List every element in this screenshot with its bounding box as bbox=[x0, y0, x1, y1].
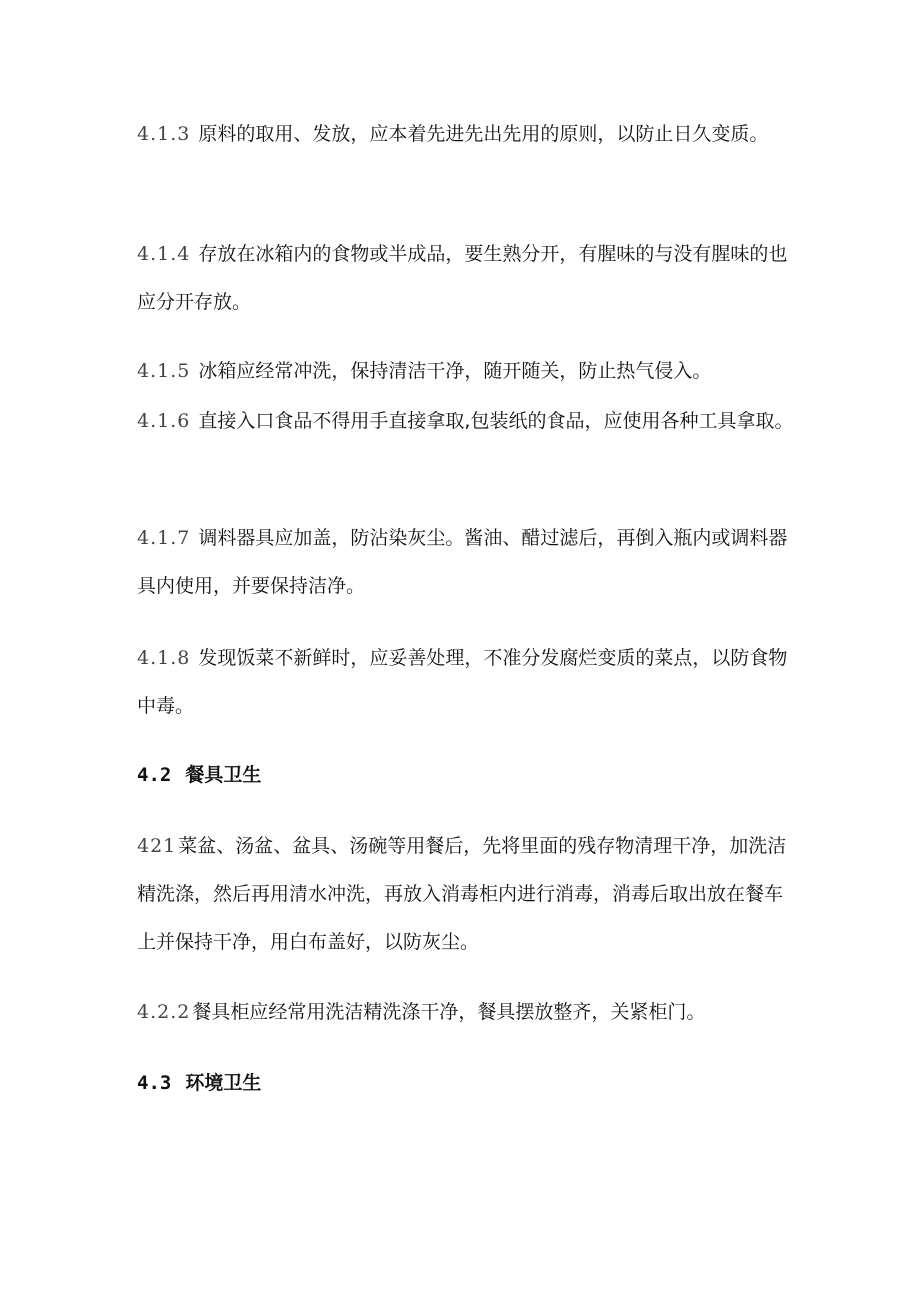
clause-text: 存放在冰箱内的食物或半成品，要生熟分开，有腥味的与没有腥味的也应分开存放。 bbox=[137, 243, 788, 313]
section-title: 环境卫生 bbox=[185, 1072, 262, 1094]
paragraph-4-2-2 bbox=[137, 988, 797, 1036]
section-title: 餐具卫生 bbox=[185, 764, 262, 786]
clause-text: 发现饭菜不新鲜时，应妥善处理，不准分发腐烂变质的菜点，以防食物中毒。 bbox=[137, 647, 788, 717]
clause-number: 4.1.6 bbox=[137, 410, 191, 432]
section-number: 4.2 bbox=[137, 764, 172, 786]
clause-text: 菜盆、汤盆、盆具、汤碗等用餐后，先将里面的残存物清理干净，加洗洁精洗涤，然后再用清水冲洗，再放入消毒柜内进行消毒，消毒后取出放在餐车上并保持干净，用白布盖好，以防灰尘。 bbox=[137, 835, 787, 953]
section-heading-4-2 bbox=[137, 760, 261, 790]
clause-text: 调料器具应加盖，防沾染灰尘。酱油、醋过滤后，再倒入瓶内或调料器具内使用，并要保持洁净。 bbox=[137, 527, 788, 597]
clause-text: 直接入口食品不得用手直接拿取,包装纸的食品，应使用各种工具拿取。 bbox=[198, 410, 794, 432]
paragraph-4-1-7 bbox=[137, 514, 797, 610]
clause-number: 4.1.7 bbox=[137, 527, 191, 549]
clause-number: 4.2.2 bbox=[137, 1001, 191, 1023]
section-number: 4.3 bbox=[137, 1072, 172, 1094]
clause-text: 餐具柜应经常用洗洁精洗涤干净，餐具摆放整齐，关紧柜门。 bbox=[192, 1001, 706, 1023]
clause-number: 4.1.5 bbox=[137, 360, 191, 382]
paragraph-4-1-4 bbox=[137, 230, 797, 326]
clause-text: 冰箱应经常冲洗，保持清洁干净，随开随关，防止热气侵入。 bbox=[198, 360, 712, 382]
paragraph-4-1-6 bbox=[137, 397, 797, 445]
clause-number: 4.1.4 bbox=[137, 243, 191, 265]
paragraph-4-1-3 bbox=[137, 110, 797, 158]
clause-number: 421 bbox=[137, 835, 177, 857]
clause-number: 4.1.8 bbox=[137, 647, 191, 669]
clause-text: 原料的取用、发放，应本着先进先出先用的原则，以防止日久变质。 bbox=[198, 123, 769, 145]
section-heading-4-3 bbox=[137, 1068, 261, 1098]
paragraph-4-1-5 bbox=[137, 347, 797, 395]
clause-number: 4.1.3 bbox=[137, 123, 191, 145]
paragraph-4-2-1 bbox=[137, 822, 797, 966]
paragraph-4-1-8 bbox=[137, 634, 797, 730]
